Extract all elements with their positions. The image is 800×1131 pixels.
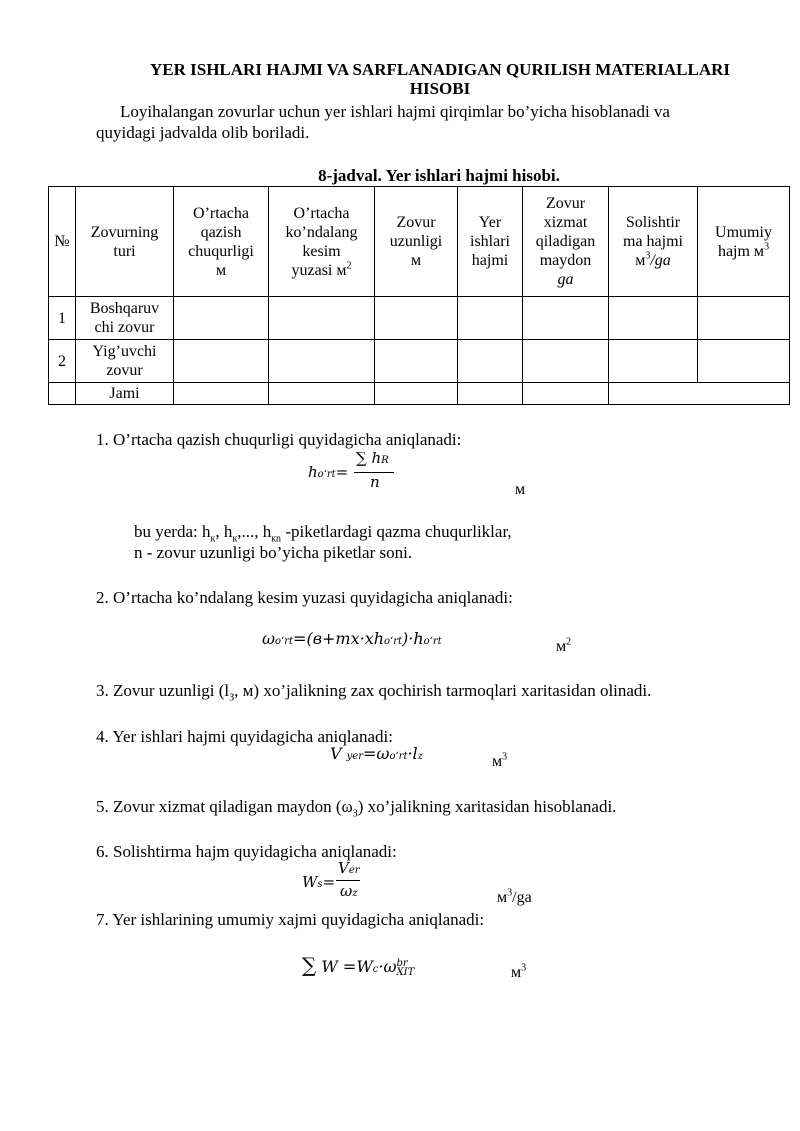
header-volume: Yer ishlari hajmi xyxy=(458,187,523,297)
formula-7: ∑ W =Wc·ω br XIT xyxy=(302,953,415,978)
item-7: 7. Yer ishlarining umumiy xajmi quyidagicha aniqlanadi: xyxy=(96,910,485,929)
table-row xyxy=(49,297,790,340)
item-5: 5. Zovur xizmat qiladigan maydon $(\omega_З)$ xo’jalikning xaritasidan hisoblanadi. xyxy=(96,797,617,820)
row-type: Yig’uvchi zovur xyxy=(76,340,174,383)
item-1-unit: м xyxy=(515,481,526,498)
header-total: Umumiy hajm $м^3$ xyxy=(698,187,790,297)
intro-line2: quyidagi jadvalda olib boriladi. xyxy=(96,123,310,142)
earthwork-table xyxy=(48,186,790,405)
header-specific: Solishtir ma hajmi $м^3/ga$ xyxy=(609,187,698,297)
item-4-unit: $м^3$ xyxy=(492,751,508,770)
table-header-row xyxy=(49,187,790,297)
header-num: № xyxy=(49,187,76,297)
row-type: Boshqaruv chi zovur xyxy=(76,297,174,340)
page-title: YER ISHLARI HAJMI VA SARFLANADIGAN QURILISH MATERIALLARI xyxy=(150,60,730,79)
item-1: 1. O’rtacha qazish chuqurligi quyidagicha aniqlanadi: xyxy=(96,430,462,449)
note-2: n - zovur uzunligi bo’yicha piketlar soni. xyxy=(134,543,413,562)
table-total-row xyxy=(49,383,790,405)
header-length: Zovur uzunligi м xyxy=(375,187,458,297)
formula-2: ωoʻrt=(в+mх·хhoʻrt)·hoʻrt xyxy=(262,629,442,648)
formula-6: Ws= Ver ωz xyxy=(302,859,360,900)
item-6-unit: $м^3/ga$ xyxy=(497,887,532,906)
header-type: Zovurning turi xyxy=(76,187,174,297)
item-4: 4. Yer ishlari hajmi quyidagicha aniqlanadi: xyxy=(96,727,393,746)
total-label: Jami xyxy=(76,383,174,405)
header-section: O’rtacha ko’ndalang kesim yuzasi $м^2$ xyxy=(269,187,375,297)
header-depth: O’rtacha qazish chuqurligi м xyxy=(174,187,269,297)
item-7-unit: $м^3$ xyxy=(511,962,527,981)
header-area: Zovur xizmat qiladigan maydon ga xyxy=(523,187,609,297)
item-2-unit: $м^2$ xyxy=(556,636,572,655)
item-6: 6. Solishtirma hajm quyidagicha aniqlanadi: xyxy=(96,842,397,861)
intro-line1: Loyihalangan zovurlar uchun yer ishlari hajmi qirqimlar bo’yicha hisoblanadi va xyxy=(120,102,670,121)
page-title-line2: HISOBI xyxy=(409,79,471,98)
formula-1: hoʻrt= ∑ hR n xyxy=(308,449,398,493)
table-row xyxy=(49,340,790,383)
item-2: 2. O’rtacha ko’ndalang kesim yuzasi quyidagicha aniqlanadi: xyxy=(96,588,513,607)
note-1: bu yerda: $h_к$, $h_к$,..., $h_{кn}$ -piketlardagi qazma chuqurliklar, xyxy=(134,522,512,545)
table-caption: 8-jadval. Yer ishlari hajmi hisobi. xyxy=(318,166,560,185)
item-3: 3. Zovur uzunligi ($l_З$, м) xo’jalikning zax qochirish tarmoqlari xaritasidan olinadi. xyxy=(96,681,652,704)
row-num: 2 xyxy=(49,340,76,383)
row-num: 1 xyxy=(49,297,76,340)
formula-4: V yer=ωoʻrt·lz xyxy=(330,744,423,763)
